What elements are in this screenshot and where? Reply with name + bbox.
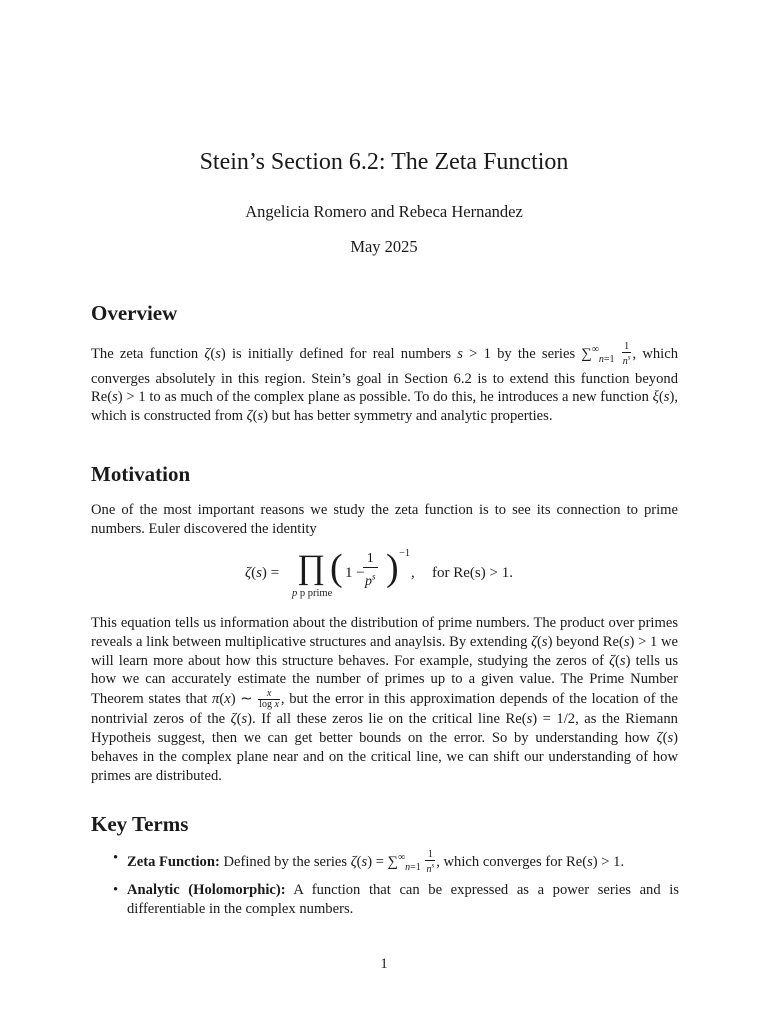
- paper-title: Stein’s Section 6.2: The Zeta Function: [199, 149, 569, 175]
- bullet-icon: •: [113, 850, 119, 866]
- term-label: Analytic (Holomorphic):: [127, 882, 286, 898]
- section-heading-key-terms: Key Terms: [91, 812, 189, 836]
- product-subscript: p prime: [299, 588, 333, 599]
- paper-page: Stein’s Section 6.2: The Zeta Function Angelicia Romero and Rebeca Hernandez May 2025 Overview The zeta function ζ(s) is initially defined for real numbers s > 1 by the series $\sum^\infty_{n=1}$ $\frac{1}{n^s}$ , which converges absolutely in this region. Stein’s goal in Section 6.2 is to extend this function beyond Re(s) > 1 to as much of the complex plane as possible. To do this, he introduces a new function ξ(s), which is constructed from ζ(s) but has better symmetry and analytic properties. Motivation One of the most important reasons we study the zeta function is to see its connection to prime numbers. Euler discovered the identity ζ(s) = ∏ p p prime ( 1 − $\frac{1}{p^s}$ ) −1 , for Re(s) > 1. This equation tells us information about the distribution of prime numbers. The product over primes reveals a link between multiplicative structures and anaylsis. By extending ζ(s) beyond Re(s) > 1 we will learn more about how this structure behaves. For example, studying the zeros of ζ(s) tells us how we can accurately estimate the number of primes up to a given value. The Prime Number Theorem states that π(x) ∼ $\frac{x}{\text{log x}}$ , but the error in this approximation depends of the location of the nontrivial zeros of the ζ(s). If all these zeros lie on the critical line Re(s) = 1/2, as the Riemann Hypotheis suggest, then we can get better bounds on the error. So by understanding how ζ(s) behaves in the complex plane near and on the critical line, we can shift our understanding of how primes are distributed. Key Terms • Zeta Function: Defined by the series $\zeta(s) = \sum^\infty_{n=1}$ $\frac{1}{n^s}$ , which converges for Re(s) > 1. • Analytic (Holomorphic): A function that can be expressed as a power series and is differentiable in the complex numbers. 1: [0, 0, 768, 1024]
- page-number: 1: [380, 956, 388, 972]
- euler-product-equation: ζ(s) = ∏ p p prime ( 1 − $\frac{1}{p^s}$ ) −1 , for Re(s) > 1.: [245, 547, 513, 599]
- section-heading-motivation: Motivation: [91, 462, 191, 486]
- overview-paragraph: The zeta function ζ(s) is initially defined for real numbers s > 1 by the series $\sum^\infty_{n=1}$ $\frac{1}{n^s}$ , which converges absolutely in this region. Stein’s goal in Section 6.2 is to extend this function beyond Re(s) > 1 to as much of the complex plane as possible. To do this, he introduces a new function ξ(s), which is constructed from ζ(s) but has better symmetry and analytic properties.: [91, 340, 678, 425]
- term-label: Zeta Function:: [127, 853, 220, 870]
- section-heading-overview: Overview: [91, 301, 178, 325]
- motivation-paragraph-1: One of the most important reasons we study the zeta function is to see its connection to prime numbers. Euler discovered the identity: [91, 502, 678, 537]
- paper-date: May 2025: [350, 237, 418, 256]
- paper-authors: Angelicia Romero and Rebeca Hernandez: [245, 202, 523, 221]
- equation-condition: for Re(s) > 1.: [432, 565, 513, 581]
- motivation-paragraph-2: This equation tells us information about the distribution of prime numbers. The product over primes reveals a link between multiplicative structures and anaylsis. By extending ζ(s) beyond Re(s) > 1 we will learn more about how this structure behaves. For example, studying the zeros of ζ(s) tells us how we can accurately estimate the number of primes up to a given value. The Prime Number Theorem states that π(x) ∼ $\frac{x}{\text{log x}}$ , but the error in this approximation depends of the location of the nontrivial zeros of the ζ(s). If all these zeros lie on the critical line Re(s) = 1/2, as the Riemann Hypotheis suggest, then we can get better bounds on the error. So by understanding how ζ(s) behaves in the complex plane near and on the critical line, we can shift our understanding of how primes are distributed.: [91, 615, 679, 784]
- bullet-icon: •: [113, 882, 119, 898]
